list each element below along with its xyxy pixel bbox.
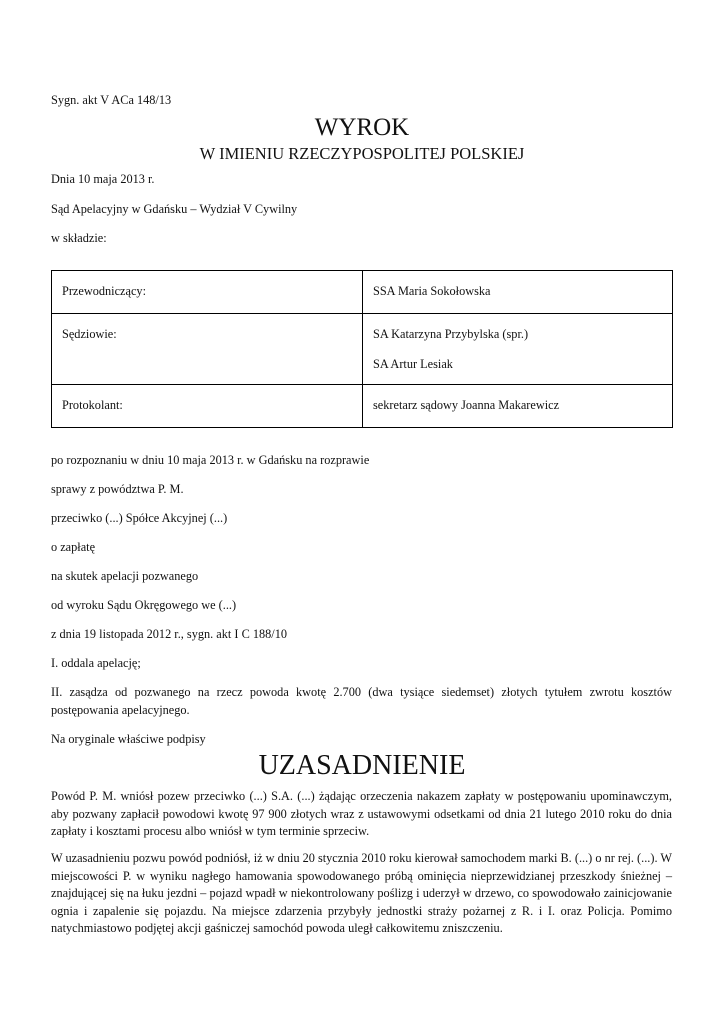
table-cell (52, 385, 363, 428)
court-panel-table (51, 270, 673, 428)
judge-name: SA Artur Lesiak (373, 357, 453, 371)
table-cell (363, 314, 673, 385)
justification-paragraph: W uzasadnieniu pozwu powód podniósł, iż w dniu 20 stycznia 2010 roku kierował samochodem marki B. (...) o nr rej. (...). W miejscowości P. w wyniku nagłego hamowania spowodowanego próbą ominięcia nieprzewidzianej przeszkody śnieżnej – znajdującej się na łuku jezdni – pojazd wpadł w niekontrolowany poślizg i uderzył w drzewo, co spowodowało zainicjowanie ognia i zapalenie się pojazdu. Na miejsce zdarzenia przybyły jednostki straży pożarnej z R. i I. oraz Policja. Pomimo natychmiastowo podjętej akcji gaśniczej samochód powoda uległ całkowitemu zniszczeniu. (51, 851, 672, 936)
justification-title: UZASADNIENIE (258, 750, 466, 781)
table-cell (363, 271, 673, 314)
court-name: Sąd Apelacyjny w Gdańsku – Wydział V Cywilny (51, 202, 298, 216)
case-line: na skutek apelacji pozwanego (51, 569, 199, 583)
presiding-label: Przewodniczący: (62, 284, 146, 298)
case-signature: Sygn. akt V ACa 148/13 (51, 93, 172, 107)
case-line: po rozpoznaniu w dniu 10 maja 2013 r. w Gdańsku na rozprawie (51, 453, 370, 467)
table-row (52, 271, 673, 314)
signatures-note: Na oryginale właściwe podpisy (51, 732, 206, 746)
clerk-name: sekretarz sądowy Joanna Makarewicz (373, 398, 560, 412)
table-cell (52, 314, 363, 385)
ruling-item-2: II. zasądza od pozwanego na rzecz powoda kwotę 2.700 (dwa tysiące siedemset) złotych tytułem zwrotu kosztów postępowania apelacyjnego. (51, 685, 672, 717)
clerk-label: Protokolant: (62, 398, 123, 412)
case-line: sprawy z powództwa P. M. (51, 482, 184, 496)
judges-label: Sędziowie: (62, 327, 117, 341)
case-line: od wyroku Sądu Okręgowego we (...) (51, 598, 237, 612)
table-row (52, 314, 673, 385)
judge-name: SA Katarzyna Przybylska (spr.) (373, 327, 529, 341)
document-subtitle: W IMIENIU RZECZYPOSPOLITEJ POLSKIEJ (199, 144, 525, 163)
case-line: z dnia 19 listopada 2012 r., sygn. akt I C 188/10 (51, 627, 288, 641)
ruling-item-1: I. oddala apelację; (51, 656, 141, 670)
ruling-date: Dnia 10 maja 2013 r. (51, 172, 155, 186)
presiding-judge: SSA Maria Sokołowska (373, 284, 491, 298)
case-line: przeciwko (...) Spółce Akcyjnej (...) (51, 511, 228, 525)
composition-label: w składzie: (51, 231, 107, 245)
table-row (52, 385, 673, 428)
document-title: WYROK (314, 114, 410, 141)
table-cell (52, 271, 363, 314)
justification-paragraph: Powód P. M. wniósł pozew przeciwko (...) S.A. (...) żądając orzeczenia nakazem zapłaty w postępowaniu upominawczym, aby pozwany zapłacił powodowi kwotę 97 900 złotych wraz z ustawowymi odsetkami od dnia 21 lutego 2010 roku do dnia zapłaty i kosztami procesu albo wniósł w tym terminie sprzeciw. (51, 789, 672, 839)
table-cell (363, 385, 673, 428)
case-line: o zapłatę (51, 540, 96, 554)
